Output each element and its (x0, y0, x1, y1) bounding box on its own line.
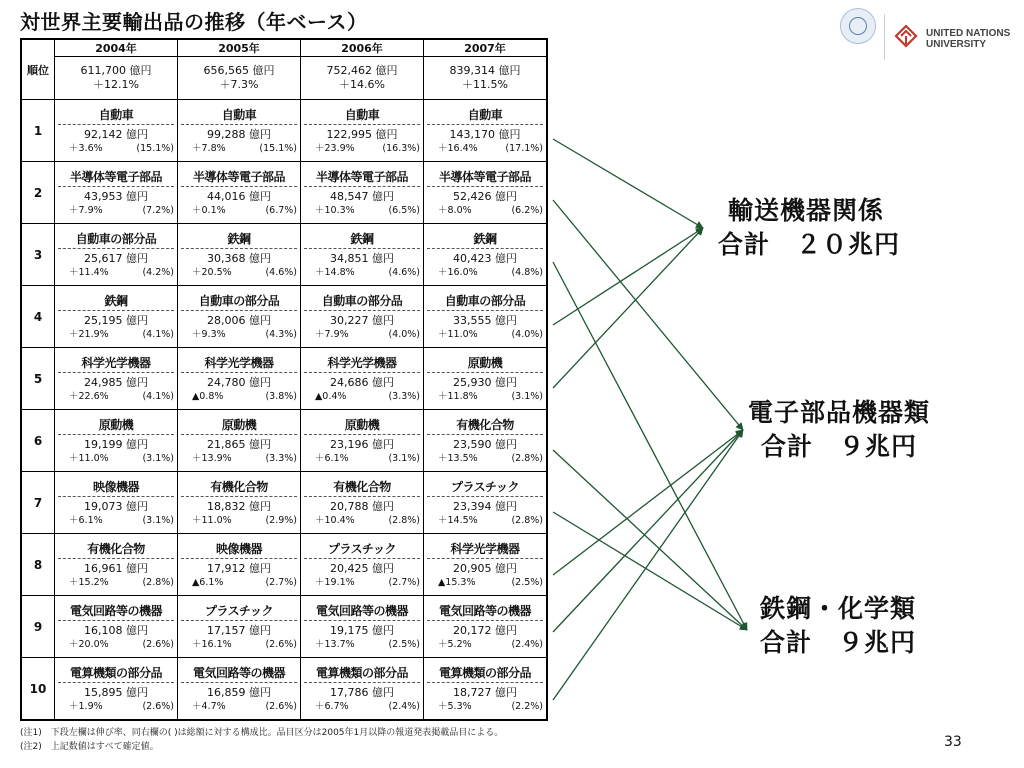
item-growth: ＋16.4% (438, 142, 478, 154)
item-growth: ＋16.0% (438, 266, 478, 278)
item-growth: ＋6.7% (315, 700, 349, 712)
item-share: (6.2%) (511, 204, 543, 216)
item-growth: ＋13.9% (192, 452, 232, 464)
item-share: (7.2%) (142, 204, 174, 216)
item-name: 自動車 (427, 107, 543, 125)
item-share: (4.0%) (388, 328, 420, 340)
item-name: 自動車 (181, 107, 297, 125)
item-name: 鉄鋼 (304, 231, 420, 249)
item-share: (2.6%) (265, 700, 297, 712)
item-name: 電算機類の部分品 (427, 665, 543, 683)
item-growth: ＋7.9% (315, 328, 349, 340)
item-share: (2.2%) (511, 700, 543, 712)
item-value: 18,832 億円 (207, 499, 271, 513)
item-value: 16,961 億円 (84, 561, 148, 575)
rank-header: 順位 (21, 39, 55, 100)
item-growth: ＋22.6% (69, 390, 109, 402)
item-value: 24,686 億円 (330, 375, 394, 389)
item-value: 16,859 億円 (207, 685, 271, 699)
item-name: 科学光学機器 (304, 355, 420, 373)
item-value: 24,780 億円 (207, 375, 271, 389)
item-growth: ＋11.0% (192, 514, 232, 526)
item-value: 43,953 億円 (84, 189, 148, 203)
arrow-circuit-to-electronics (553, 430, 743, 632)
item-growth: ＋11.8% (438, 390, 478, 402)
item-growth: ＋15.2% (69, 576, 109, 588)
item-value: 20,172 億円 (453, 623, 517, 637)
arrow-computer-parts-to-electronics (553, 430, 743, 700)
item-value: 23,394 億円 (453, 499, 517, 513)
item-share: (17.1%) (505, 142, 543, 154)
total-growth: ＋7.3% (219, 78, 259, 91)
item-growth: ＋11.0% (69, 452, 109, 464)
item-name: 原動機 (427, 355, 543, 373)
item-growth: ＋3.6% (69, 142, 103, 154)
item-share: (2.8%) (388, 514, 420, 526)
group-transport-name: 輸送機器関係 (728, 196, 885, 225)
item-value: 33,555 億円 (453, 313, 517, 327)
rank-number: 4 (21, 286, 55, 348)
item-name: 鉄鋼 (181, 231, 297, 249)
item-value: 20,905 億円 (453, 561, 517, 575)
item-name: 有機化合物 (427, 417, 543, 435)
rank-number: 6 (21, 410, 55, 472)
item-growth: ＋20.0% (69, 638, 109, 650)
item-growth: ＋7.8% (192, 142, 226, 154)
rank-number: 7 (21, 472, 55, 534)
item-name: 原動機 (304, 417, 420, 435)
item-name: 自動車の部分品 (58, 231, 174, 249)
item-value: 25,617 億円 (84, 251, 148, 265)
item-share: (2.9%) (265, 514, 297, 526)
item-growth: ▲0.8% (192, 390, 224, 402)
item-share: (15.1%) (259, 142, 297, 154)
total-value: 656,565 億円 (203, 64, 275, 77)
year-header: 2004年 (55, 39, 178, 57)
item-name: 自動車 (304, 107, 420, 125)
item-value: 92,142 億円 (84, 127, 148, 141)
rank-number: 9 (21, 596, 55, 658)
item-value: 20,788 億円 (330, 499, 394, 513)
item-growth: ＋23.9% (315, 142, 355, 154)
item-growth: ＋9.3% (192, 328, 226, 340)
group-steel-chemical (760, 592, 916, 660)
item-name: 電気回路等の機器 (427, 603, 543, 621)
item-name: 電算機類の部分品 (58, 665, 174, 683)
item-value: 25,930 億円 (453, 375, 517, 389)
item-name: 半導体等電子部品 (427, 169, 543, 187)
item-growth: ＋14.8% (315, 266, 355, 278)
item-name: プラスチック (304, 541, 420, 559)
item-growth: ＋13.5% (438, 452, 478, 464)
item-share: (4.1%) (142, 328, 174, 340)
item-share: (2.6%) (142, 638, 174, 650)
item-name: 原動機 (181, 417, 297, 435)
year-header: 2005年 (178, 39, 301, 57)
group-steel-chemical-name: 鉄鋼・化学類 (760, 594, 917, 623)
item-name: 科学光学機器 (427, 541, 543, 559)
item-name: 電算機類の部分品 (304, 665, 420, 683)
item-growth: ＋14.5% (438, 514, 478, 526)
item-share: (2.8%) (511, 514, 543, 526)
group-electronics-total: 合計 ９兆円 (761, 432, 918, 461)
item-value: 30,368 億円 (207, 251, 271, 265)
item-value: 122,995 億円 (326, 127, 398, 141)
item-share: (2.6%) (142, 700, 174, 712)
item-share: (3.8%) (265, 390, 297, 402)
group-steel-chemical-total: 合計 ９兆円 (760, 628, 917, 657)
item-share: (2.4%) (388, 700, 420, 712)
group-electronics-name: 電子部品機器類 (748, 398, 931, 427)
item-growth: ＋16.1% (192, 638, 232, 650)
item-value: 25,195 億円 (84, 313, 148, 327)
item-share: (3.3%) (265, 452, 297, 464)
group-transport (718, 194, 900, 262)
rank-number: 8 (21, 534, 55, 596)
item-share: (2.4%) (511, 638, 543, 650)
item-growth: ＋7.9% (69, 204, 103, 216)
item-value: 30,227 億円 (330, 313, 394, 327)
item-value: 17,157 億円 (207, 623, 271, 637)
item-share: (3.1%) (142, 452, 174, 464)
item-growth: ▲6.1% (192, 576, 224, 588)
item-name: 半導体等電子部品 (304, 169, 420, 187)
group-electronics (748, 396, 930, 464)
item-growth: ＋0.1% (192, 204, 226, 216)
rank-number: 5 (21, 348, 55, 410)
item-value: 19,073 億円 (84, 499, 148, 513)
arrow-automobile-to-transport (553, 139, 703, 228)
item-growth: ＋10.4% (315, 514, 355, 526)
item-share: (4.2%) (142, 266, 174, 278)
item-name: 科学光学機器 (58, 355, 174, 373)
item-name: 有機化合物 (304, 479, 420, 497)
item-value: 21,865 億円 (207, 437, 271, 451)
page-title: 対世界主要輸出品の推移（年ベース） (20, 10, 368, 34)
item-share: (4.3%) (265, 328, 297, 340)
item-growth: ＋11.0% (438, 328, 478, 340)
arrow-engines-to-transport (553, 228, 703, 388)
item-name: プラスチック (427, 479, 543, 497)
item-value: 40,423 億円 (453, 251, 517, 265)
item-share: (2.6%) (265, 638, 297, 650)
item-growth: ＋5.2% (438, 638, 472, 650)
item-growth: ＋10.3% (315, 204, 355, 216)
rank-number: 10 (21, 658, 55, 721)
item-name: 映像機器 (58, 479, 174, 497)
item-share: (2.7%) (265, 576, 297, 588)
item-value: 17,912 億円 (207, 561, 271, 575)
item-value: 143,170 億円 (449, 127, 521, 141)
arrow-organic-to-steel-chem (553, 450, 747, 630)
item-value: 28,006 億円 (207, 313, 271, 327)
item-name: 自動車 (58, 107, 174, 125)
total-growth: ＋14.6% (339, 78, 385, 91)
item-name: 自動車の部分品 (181, 293, 297, 311)
item-value: 23,590 億円 (453, 437, 517, 451)
item-name: 科学光学機器 (181, 355, 297, 373)
item-value: 44,016 億円 (207, 189, 271, 203)
item-share: (4.0%) (511, 328, 543, 340)
total-growth: ＋12.1% (93, 78, 139, 91)
rank-number: 1 (21, 100, 55, 162)
item-share: (2.7%) (388, 576, 420, 588)
item-value: 19,175 億円 (330, 623, 394, 637)
item-name: 半導体等電子部品 (58, 169, 174, 187)
unu-name-line2: UNIVERSITY (926, 39, 987, 50)
item-growth: ＋11.4% (69, 266, 109, 278)
item-name: 電気回路等の機器 (304, 603, 420, 621)
item-value: 17,786 億円 (330, 685, 394, 699)
item-growth: ＋20.5% (192, 266, 232, 278)
item-share: (3.1%) (388, 452, 420, 464)
item-value: 24,985 億円 (84, 375, 148, 389)
footnotes (20, 726, 503, 754)
item-share: (4.8%) (511, 266, 543, 278)
item-share: (2.8%) (142, 576, 174, 588)
total-value: 611,700 億円 (80, 64, 152, 77)
item-value: 19,199 億円 (84, 437, 148, 451)
item-growth: ＋8.0% (438, 204, 472, 216)
item-growth: ＋19.1% (315, 576, 355, 588)
item-growth: ＋5.3% (438, 700, 472, 712)
item-value: 34,851 億円 (330, 251, 394, 265)
item-growth: ＋1.9% (69, 700, 103, 712)
item-name: 鉄鋼 (58, 293, 174, 311)
group-transport-total: 合計 ２０兆円 (718, 230, 901, 259)
item-name: 自動車の部分品 (304, 293, 420, 311)
item-share: (4.6%) (388, 266, 420, 278)
item-share: (6.7%) (265, 204, 297, 216)
item-growth: ＋6.1% (315, 452, 349, 464)
item-growth: ＋21.9% (69, 328, 109, 340)
total-growth: ＋11.5% (462, 78, 508, 91)
item-growth: ＋13.7% (315, 638, 355, 650)
item-growth: ▲15.3% (438, 576, 476, 588)
item-name: プラスチック (181, 603, 297, 621)
footnote: (注1) 下段左欄は伸び率、同右欄の( )は総額に対する構成比。品目区分は2005年1月以降の報道発表掲載品目による。 (20, 728, 504, 738)
footnote: (注2) 上記数値はすべて確定値。 (20, 742, 159, 752)
item-share: (2.8%) (511, 452, 543, 464)
item-name: 自動車の部分品 (427, 293, 543, 311)
total-value: 839,314 億円 (449, 64, 521, 77)
item-value: 16,108 億円 (84, 623, 148, 637)
item-value: 52,426 億円 (453, 189, 517, 203)
item-name: 半導体等電子部品 (181, 169, 297, 187)
item-share: (3.1%) (142, 514, 174, 526)
item-value: 20,425 億円 (330, 561, 394, 575)
unu-name-line1: UNITED NATIONS (926, 28, 1011, 39)
item-value: 48,547 億円 (330, 189, 394, 203)
item-share: (4.1%) (142, 390, 174, 402)
rank-number: 3 (21, 224, 55, 286)
item-value: 18,727 億円 (453, 685, 517, 699)
arrow-optical-to-electronics (553, 430, 743, 575)
item-share: (3.3%) (388, 390, 420, 402)
year-header: 2006年 (301, 39, 424, 57)
item-share: (4.6%) (265, 266, 297, 278)
item-name: 電気回路等の機器 (58, 603, 174, 621)
item-share: (6.5%) (388, 204, 420, 216)
year-header: 2007年 (424, 39, 548, 57)
item-growth: ＋6.1% (69, 514, 103, 526)
page-number: 33 (944, 734, 962, 750)
total-value: 752,462 億円 (326, 64, 398, 77)
item-growth: ＋4.7% (192, 700, 226, 712)
item-growth: ▲0.4% (315, 390, 347, 402)
item-value: 99,288 億円 (207, 127, 271, 141)
item-name: 映像機器 (181, 541, 297, 559)
item-share: (2.5%) (388, 638, 420, 650)
item-share: (2.5%) (511, 576, 543, 588)
item-value: 15,895 億円 (84, 685, 148, 699)
item-name: 有機化合物 (58, 541, 174, 559)
item-name: 電気回路等の機器 (181, 665, 297, 683)
item-value: 23,196 億円 (330, 437, 394, 451)
item-name: 鉄鋼 (427, 231, 543, 249)
rank-number: 2 (21, 162, 55, 224)
item-name: 原動機 (58, 417, 174, 435)
item-share: (15.1%) (136, 142, 174, 154)
arrow-auto-parts-to-transport (553, 228, 703, 325)
item-name: 有機化合物 (181, 479, 297, 497)
item-share: (3.1%) (511, 390, 543, 402)
item-share: (16.3%) (382, 142, 420, 154)
